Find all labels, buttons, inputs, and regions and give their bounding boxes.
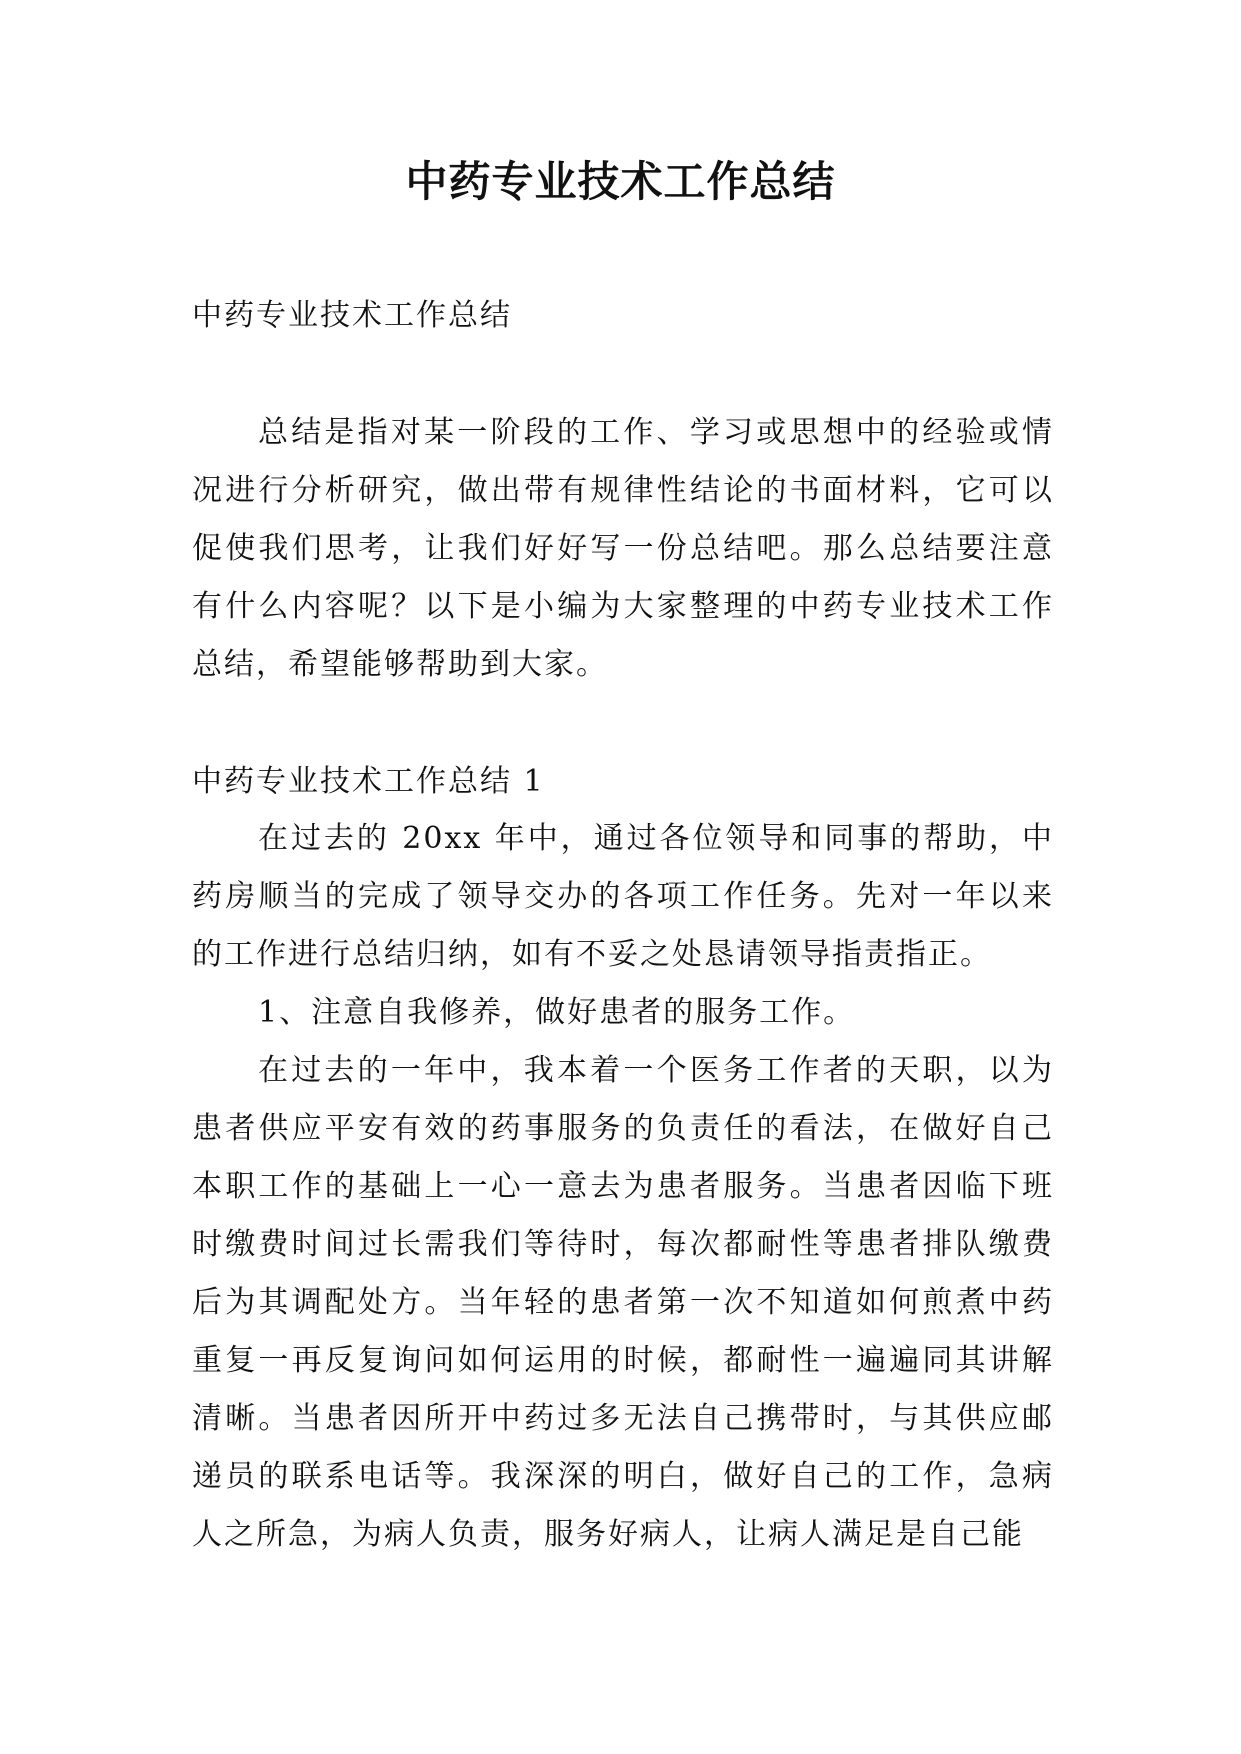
- section-heading: 中药专业技术工作总结 1: [192, 764, 545, 799]
- body-paragraph-point-1: 1、注意自我修养，做好患者的服务工作。: [258, 995, 856, 1030]
- section-body: [192, 810, 1054, 1564]
- page-title: 中药专业技术工作总结: [405, 157, 836, 206]
- document-subtitle: 中药专业技术工作总结: [192, 298, 512, 333]
- intro-paragraph: 总结是指对某一阶段的工作、学习或思想中的经验或情况进行分析研究，做出带有规律性结论的书面材料，它可以促使我们思考，让我们好好写一份总结吧。那么总结要注意有什么内容呢？以下是小编为大家整理的中药专业技术工作总结，希望能够帮助到大家。: [192, 415, 1054, 682]
- body-paragraph: 在过去的一年中，我本着一个医务工作者的天职，以为患者供应平安有效的药事服务的负责任的看法，在做好自己本职工作的基础上一心一意去为患者服务。当患者因临下班时缴费时间过长需我们等待时，每次都耐性等患者排队缴费后为其调配处方。当年轻的患者第一次不知道如何煎煮中药重复一再反复询问如何运用的时候，都耐性一遍遍同其讲解清晰。当患者因所开中药过多无法自己携带时，与其供应邮递员的联系电话等。我深深的明白，做好自己的工作，急病人之所急，为病人负责，服务好病人，让病人满足是自己能: [192, 1053, 1054, 1552]
- body-paragraph: 在过去的 20xx 年中，通过各位领导和同事的帮助，中药房顺当的完成了领导交办的各项工作任务。先对一年以来的工作进行总结归纳，如有不妥之处恳请领导指责指正。: [192, 821, 1054, 972]
